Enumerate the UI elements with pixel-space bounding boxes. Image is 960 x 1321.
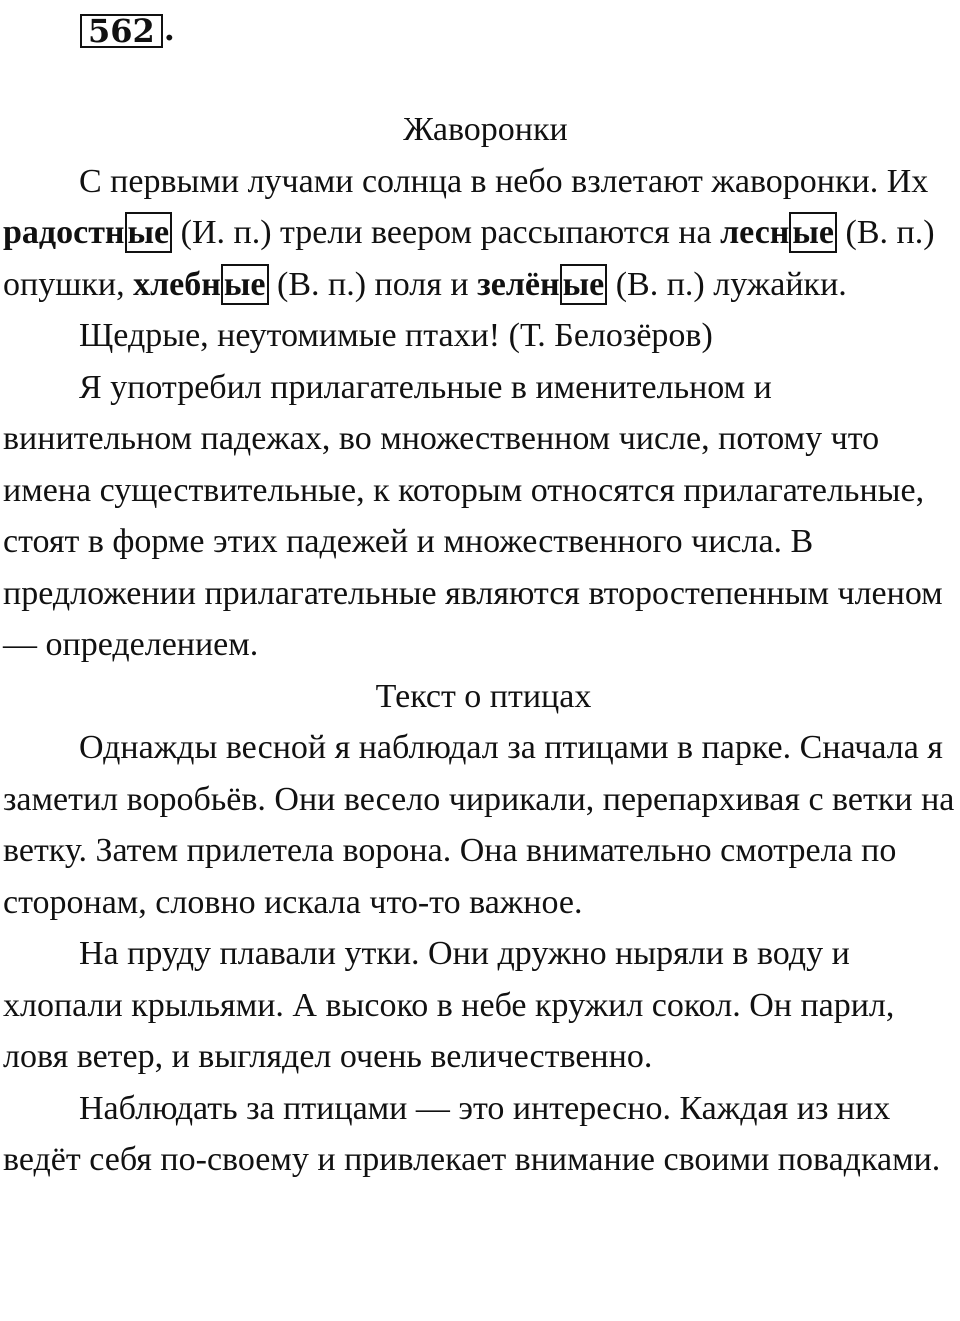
text-segment: (В. п.) поля и (268, 265, 478, 303)
text-segment: (В. п.) опушки, (3, 214, 935, 303)
paragraph-explanation: Я употребил прилагательные в именительном и винительном падежах, во множественном числе, потому что имена существительные, к которым относятся прилагательные, стоят в форме этих падежей и множественного числа. В предложении прилагательные являются второстепенным членом — определением. (3, 368, 943, 663)
paragraph-birds-2: На пруду плавали утки. Они дружно ныряли в воду и хлопали крыльями. А высоко в небе кружил сокол. Он парил, ловя ветер, и выглядел очень величественно. (3, 935, 895, 1075)
paragraph-birds-1: Однажды весной я наблюдал за птицами в парке. Сначала я заметил воробьёв. Они весело чирикали, перепархивая с ветки на ветку. Затем прилетела ворона. Она внимательно смотрела по сторонам, словно искала что-то важное. (3, 729, 955, 921)
title-larks: Жаворонки (403, 111, 568, 148)
exercise-text (3, 104, 960, 1186)
title-birds-text: Текст о птицах (375, 677, 592, 715)
ending-box: ые (560, 264, 608, 305)
adjective-word (477, 264, 607, 305)
ending-box: ые (789, 212, 837, 253)
word-stem: зелён (477, 265, 560, 303)
adjective-word (3, 212, 172, 253)
word-stem: хлебн (133, 265, 221, 303)
word-stem: радостн (3, 214, 125, 251)
word-stem: лесн (720, 214, 790, 251)
paragraph-larks (3, 156, 960, 311)
text-segment: (И. п.) трели веером рассыпаются на (172, 214, 721, 251)
exercise-number-dot: . (163, 10, 175, 48)
adjective-word (133, 264, 268, 305)
text-segment: С первыми лучами солнца в небо взлетают жаворонки. Их (79, 162, 929, 200)
ending-box: ые (125, 212, 173, 253)
ending-box: ые (221, 264, 269, 305)
adjective-word (720, 212, 837, 253)
paragraph-birds-3: Наблюдать за птицами — это интересно. Каждая из них ведёт себя по-своему и привлекает внимание своими повадками. (3, 1089, 941, 1178)
exercise-number (80, 4, 175, 48)
text-segment: (В. п.) лужайки. (607, 265, 847, 303)
exercise-number-box: 562 (80, 14, 163, 48)
paragraph-quote: Щедрые, неутомимые птахи! (Т. Белозёров) (79, 317, 713, 354)
